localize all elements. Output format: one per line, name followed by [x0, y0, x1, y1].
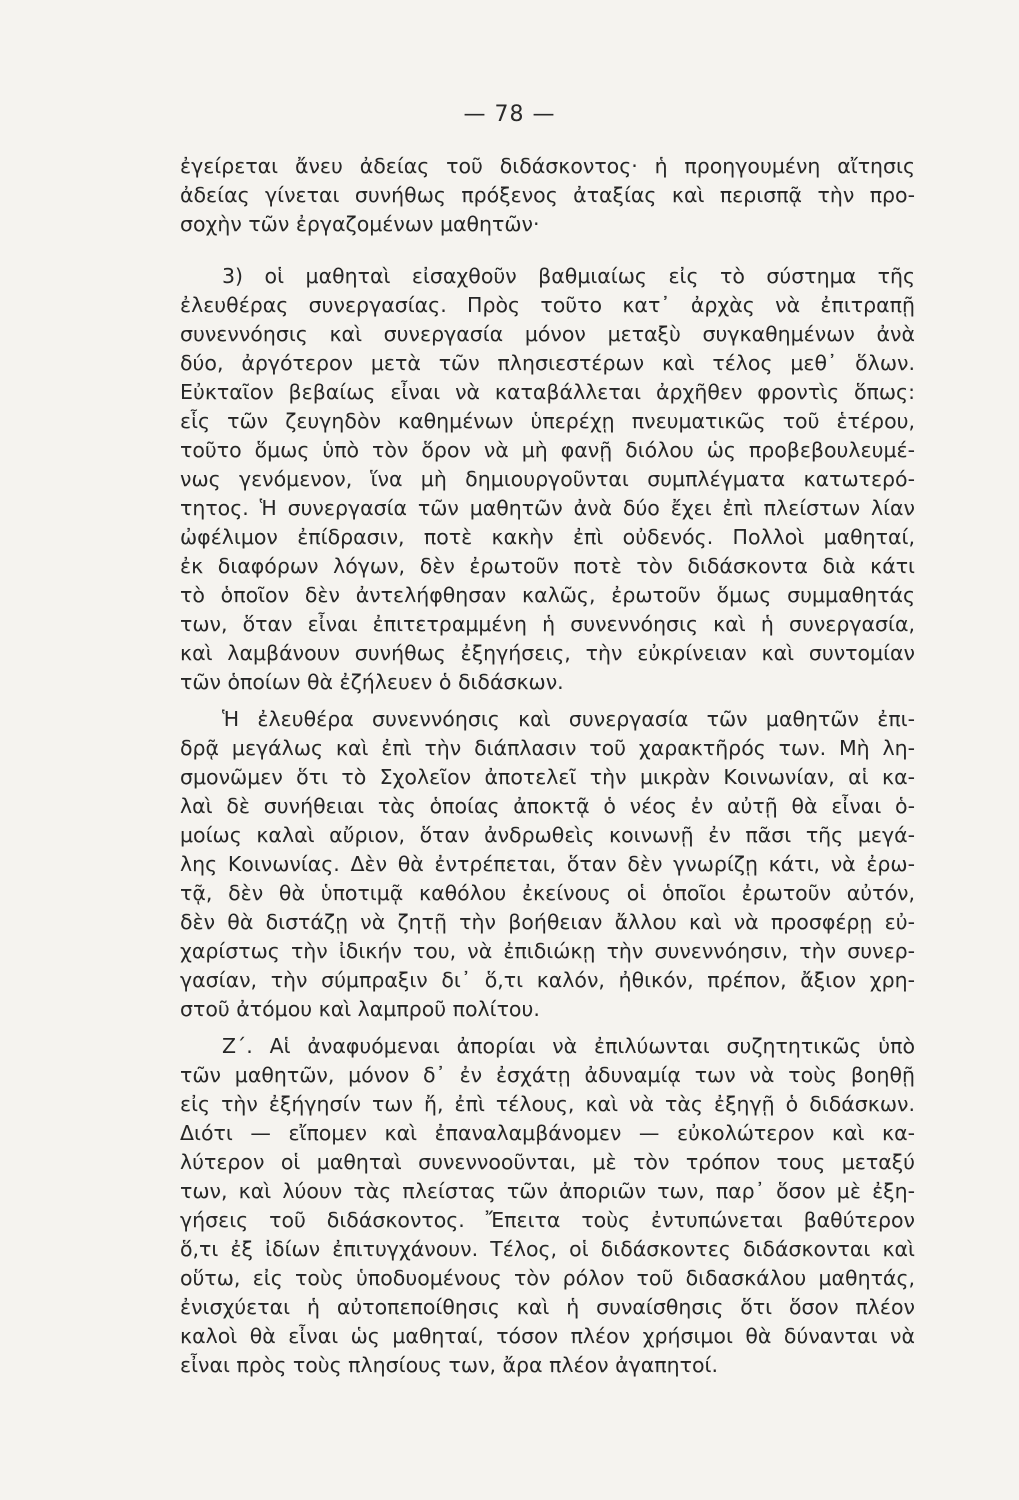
- text-line: των, καὶ λύουν τὰς πλείστας τῶν ἀποριῶν των, παρ᾽ ὅσον μὲ ἐξη-: [180, 1179, 915, 1203]
- text-line: εἰς τὴν ἐξήγησίν των ἤ, ἐπὶ τέλους, καὶ νὰ τὰς ἐξηγῇ ὁ διδάσκων.: [180, 1092, 915, 1116]
- text-line: Ἡ ἐλευθέρα συνεννόησις καὶ συνεργασία τῶν μαθητῶν ἐπι-: [222, 707, 915, 731]
- text-line: λύτερον οἱ μαθηταὶ συνεννοοῦνται, μὲ τὸν τρόπον τους μεταξύ: [180, 1150, 915, 1174]
- text-line: καὶ λαμβάνουν συνήθως ἐξηγήσεις, τὴν εὐκρίνειαν καὶ συντομίαν: [180, 641, 915, 665]
- text-line: λης Κοινωνίας. Δὲν θὰ ἐντρέπεται, ὅταν δὲν γνωρίζῃ κάτι, νὰ ἐρω-: [180, 852, 915, 876]
- text-line: τητος. Ἡ συνεργασία τῶν μαθητῶν ἀνὰ δύο ἔχει ἐπὶ πλείστων λίαν: [180, 496, 915, 520]
- text-line: οὕτω, εἰς τοὺς ὑποδυομένους τὸν ρόλον τοῦ διδασκάλου μαθητάς,: [180, 1266, 915, 1290]
- text-line: ὠφέλιμον ἐπίδρασιν, ποτὲ κακὴν ἐπὶ οὐδενός. Πολλοὶ μαθηταί,: [180, 525, 915, 549]
- text-line: λαὶ δὲ συνήθειαι τὰς ὁποίας ἀποκτᾷ ὁ νέος ἐν αὐτῇ θὰ εἶναι ὁ-: [180, 794, 915, 818]
- text-line: τᾷ, δὲν θὰ ὑποτιμᾷ καθόλου ἐκείνους οἱ ὁποῖοι ἐρωτοῦν αὐτόν,: [180, 881, 915, 905]
- text-line: ὅ,τι ἐξ ἰδίων ἐπιτυγχάνουν. Τέλος, οἱ διδάσκοντες διδάσκονται καὶ: [180, 1237, 915, 1261]
- text-line: τῶν ὁποίων θὰ ἐζήλευεν ὁ διδάσκων.: [180, 670, 564, 694]
- text-line: μοίως καλαὶ αὔριον, ὅταν ἀνδρωθεὶς κοινωνῇ ἐν πᾶσι τῆς μεγά-: [180, 823, 915, 847]
- text-line: ἐνισχύεται ἡ αὐτοπεποίθησις καὶ ἡ συναίσθησις ὅτι ὅσον πλέον: [180, 1295, 915, 1319]
- text-line: των, ὅταν εἶναι ἐπιτετραμμένη ἡ συνεννόησις καὶ ἡ συνεργασία,: [180, 612, 915, 636]
- text-line: ἐκ διαφόρων λόγων, δὲν ἐρωτοῦν ποτὲ τὸν διδάσκοντα διὰ κάτι: [180, 554, 915, 578]
- text-line: συνεννόησις καὶ συνεργασία μόνον μεταξὺ συγκαθημένων ἀνὰ: [180, 322, 915, 346]
- text-line: εἶναι πρὸς τοὺς πλησίους των, ἄρα πλέον ἀγαπητοί.: [180, 1353, 718, 1377]
- text-line: Ζ΄. Αἱ ἀναφυόμεναι ἀπορίαι νὰ ἐπιλύωνται συζητητικῶς ὑπὸ: [222, 1034, 915, 1058]
- text-line: χαρίστως τὴν ἰδικήν του, νὰ ἐπιδιώκῃ τὴν συνεννόησιν, τὴν συνερ-: [180, 939, 915, 963]
- text-line: ἀδείας γίνεται συνήθως πρόξενος ἀταξίας καὶ περισπᾷ τὴν προ-: [180, 183, 915, 207]
- text-line: Εὐκταῖον βεβαίως εἶναι νὰ καταβάλλεται ἀρχῆθεν φροντὶς ὅπως:: [180, 380, 915, 404]
- text-line: τοῦτο ὅμως ὑπὸ τὸν ὅρον νὰ μὴ φανῇ διόλου ὡς προβεβουλευμέ-: [180, 438, 915, 462]
- text-line: εἷς τῶν ζευγηδὸν καθημένων ὑπερέχῃ πνευματικῶς τοῦ ἑτέρου,: [180, 409, 915, 433]
- text-line: ἐγείρεται ἄνευ ἀδείας τοῦ διδάσκοντος· ἡ προηγουμένη αἴτησις: [180, 154, 915, 178]
- text-line: στοῦ ἀτόμου καὶ λαμπροῦ πολίτου.: [180, 997, 540, 1021]
- text-line: γήσεις τοῦ διδάσκοντος. Ἔπειτα τοὺς ἐντυπώνεται βαθύτερον: [180, 1208, 915, 1232]
- text-line: δύο, ἀργότερον μετὰ τῶν πλησιεστέρων καὶ τέλος μεθ᾽ ὅλων.: [180, 351, 915, 375]
- text-line: γασίαν, τὴν σύμπραξιν δι᾽ ὅ,τι καλόν, ἠθικόν, πρέπον, ἄξιον χρη-: [180, 968, 915, 992]
- text-line: δρᾷ μεγάλως καὶ ἐπὶ τὴν διάπλασιν τοῦ χαρακτῆρός των. Μὴ λη-: [180, 736, 915, 760]
- text-line: καλοὶ θὰ εἶναι ὡς μαθηταί, τόσον πλέον χρήσιμοι θὰ δύνανται νὰ: [180, 1324, 915, 1348]
- text-line: τὸ ὁποῖον δὲν ἀντελήφθησαν καλῶς, ἐρωτοῦν ὅμως συμμαθητάς: [180, 583, 915, 607]
- text-line: σοχὴν τῶν ἐργαζομένων μαθητῶν·: [180, 212, 540, 236]
- text-line: τῶν μαθητῶν, μόνον δ᾽ ἐν ἐσχάτῃ ἀδυναμίᾳ των νὰ τοὺς βοηθῇ: [180, 1063, 915, 1087]
- text-line: ἐλευθέρας συνεργασίας. Πρὸς τοῦτο κατ᾽ ἀρχὰς νὰ ἐπιτραπῇ: [180, 293, 915, 317]
- text-line: νως γενόμενον, ἵνα μὴ δημιουργοῦνται συμπλέγματα κατωτερό-: [180, 467, 915, 491]
- text-line: 3) οἱ μαθηταὶ εἰσαχθοῦν βαθμιαίως εἰς τὸ σύστημα τῆς: [222, 264, 915, 288]
- text-line: σμονῶμεν ὅτι τὸ Σχολεῖον ἀποτελεῖ τὴν μικρὰν Κοινωνίαν, αἱ κα-: [180, 765, 915, 789]
- text-line: Διότι — εἴπομεν καὶ ἐπαναλαμβάνομεν — εὐκολώτερον καὶ κα-: [180, 1121, 915, 1145]
- page-number: — 78 —: [463, 102, 556, 127]
- text-line: δὲν θὰ διστάζῃ νὰ ζητῇ τὴν βοήθειαν ἄλλου καὶ νὰ προσφέρῃ εὐ-: [180, 910, 915, 934]
